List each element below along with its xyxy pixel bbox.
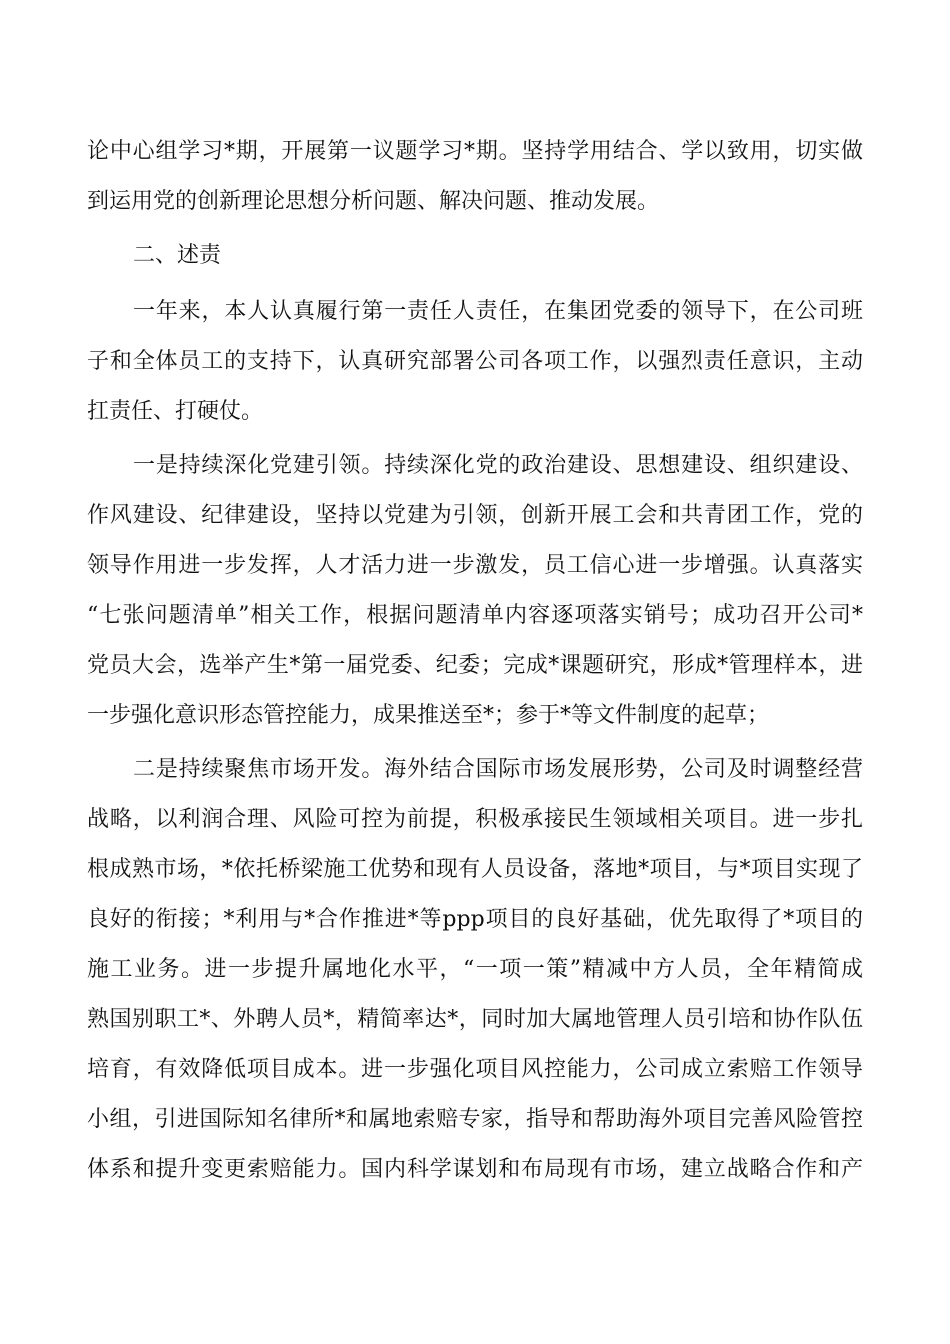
text-line: 论中心组学习*期，开展第一议题学习*期。坚持学用结合、学以致用，切实做 bbox=[87, 139, 863, 164]
text-line: 体系和提升变更索赔能力。国内科学谋划和布局现有市场，建立战略合作和产 bbox=[87, 1157, 863, 1182]
text-line: 作风建设、纪律建设，坚持以党建为引领，创新开展工会和共青团工作，党的 bbox=[87, 503, 863, 528]
text-line: “七张问题清单”相关工作，根据问题清单内容逐项落实销号；成功召开公司* bbox=[87, 603, 863, 628]
text-line: 良好的衔接；*利用与*合作推进*等ppp项目的良好基础，优先取得了*项目的 bbox=[87, 907, 863, 932]
text-line: 战略，以利润合理、风险可控为前提，积极承接民生领域相关项目。进一步扎 bbox=[87, 807, 863, 832]
text-line: 到运用党的创新理论思想分析问题、解决问题、推动发展。 bbox=[87, 189, 660, 214]
text-line: 一年来，本人认真履行第一责任人责任，在集团党委的领导下，在公司班 bbox=[133, 299, 863, 324]
section-heading: 二、述责 bbox=[133, 243, 222, 268]
text-line: 施工业务。进一步提升属地化水平，“一项一策”精减中方人员，全年精简成 bbox=[87, 957, 863, 982]
text-line: 二是持续聚焦市场开发。海外结合国际市场发展形势，公司及时调整经营 bbox=[133, 757, 863, 782]
text-line: 培育，有效降低项目成本。进一步强化项目风控能力，公司成立索赔工作领导 bbox=[87, 1057, 863, 1082]
text-line: 一是持续深化党建引领。持续深化党的政治建设、思想建设、组织建设、 bbox=[133, 453, 863, 478]
text-line: 熟国别职工*、外聘人员*，精简率达*，同时加大属地管理人员引培和协作队伍 bbox=[87, 1007, 863, 1032]
text-line: 党员大会，选举产生*第一届党委、纪委；完成*课题研究，形成*管理样本，进 bbox=[87, 653, 863, 678]
text-line: 领导作用进一步发挥，人才活力进一步激发，员工信心进一步增强。认真落实 bbox=[87, 553, 863, 578]
text-line: 一步强化意识形态管控能力，成果推送至*；参于*等文件制度的起草； bbox=[87, 703, 770, 728]
text-line: 小组，引进国际知名律所*和属地索赔专家，指导和帮助海外项目完善风险管控 bbox=[87, 1107, 863, 1132]
text-line: 扛责任、打硬仗。 bbox=[87, 399, 264, 424]
text-line: 根成熟市场，*依托桥梁施工优势和现有人员设备，落地*项目，与*项目实现了 bbox=[87, 857, 863, 882]
text-line: 子和全体员工的支持下，认真研究部署公司各项工作，以强烈责任意识，主动 bbox=[87, 349, 863, 374]
